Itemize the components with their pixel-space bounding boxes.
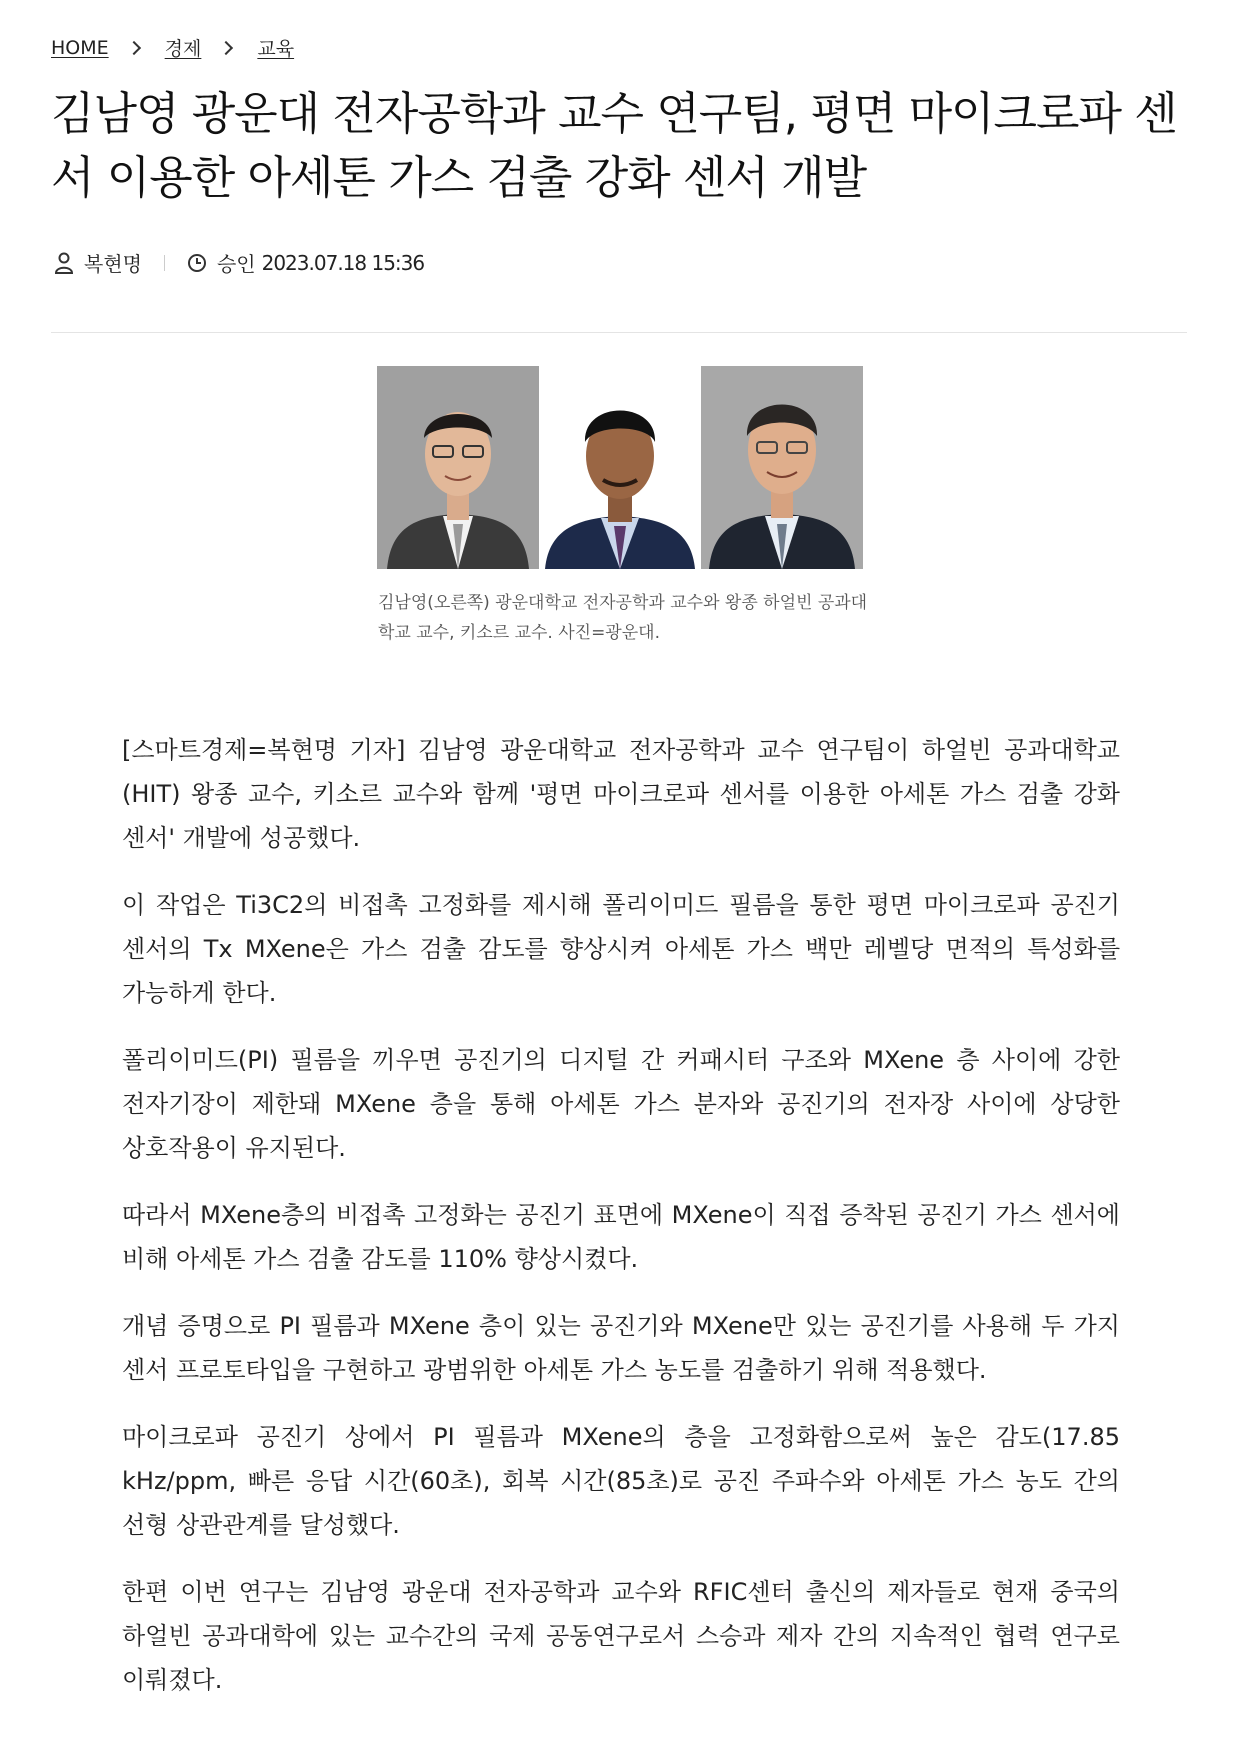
approved-label: 승인 xyxy=(216,252,256,276)
article-paragraph: 따라서 MXene층의 비접촉 고정화는 공진기 표면에 MXene이 직접 증착된 공진기 가스 센서에 비해 아세톤 가스 검출 감도를 110% 향상시켰다. xyxy=(122,1201,1120,1273)
approved-datetime: 2023.07.18 15:36 xyxy=(261,250,425,275)
meta-divider xyxy=(164,255,165,271)
article-paragraph: 개념 증명으로 PI 필름과 MXene 층이 있는 공진기와 MXene만 있는 공진기를 사용해 두 가지 센서 프로토타입을 구현하고 광범위한 아세톤 가스 농도를 검출하기 위해 적용했다. xyxy=(122,1312,1120,1384)
article-paragraph: 이 작업은 Ti3C2의 비접촉 고정화를 제시해 폴리이미드 필름을 통한 평면 마이크로파 공진기 센서의 Tx MXene은 가스 검출 감도를 향상시켜 아세톤 가스 백만 레벨당 면적의 특성화를 가능하게 한다. xyxy=(122,891,1120,1007)
photo-person-left xyxy=(377,366,539,569)
breadcrumb-subsection-link[interactable]: 교육 xyxy=(257,38,295,60)
article-paragraph: 마이크로파 공진기 상에서 PI 필름과 MXene의 층을 고정화함으로써 높은 감도(17.85 kHz/ppm, 빠른 응답 시간(60초), 회복 시간(85초)로 공진 주파수와 아세톤 가스 농도 간의 선형 상관관계를 달성했다. xyxy=(122,1423,1120,1539)
photo-caption: 김남영(오른쪽) 광운대학교 전자공학과 교수와 왕종 하얼빈 공과대학교 교수, 키소르 교수. 사진=광운대. xyxy=(378,593,868,643)
clock-icon xyxy=(187,253,207,273)
chevron-right-icon xyxy=(127,40,141,54)
article-paragraph: 한편 이번 연구는 김남영 광운대 전자공학과 교수와 RFIC센터 출신의 제자들로 현재 중국의 하얼빈 공과대학에 있는 교수간의 국제 공동연구로서 스승과 제자 간의 지속적인 협력 연구로 이뤄졌다. xyxy=(122,1578,1120,1694)
article-title: 김남영 광운대 전자공학과 교수 연구팀, 평면 마이크로파 센서 이용한 아세톤 가스 검출 강화 센서 개발 xyxy=(51,87,1177,204)
article-photo xyxy=(377,366,863,569)
article-paragraph: [스마트경제=복현명 기자] 김남영 광운대학교 전자공학과 교수 연구팀이 하얼빈 공과대학교(HIT) 왕종 교수, 키소르 교수와 함께 '평면 마이크로파 센서를 이용한 아세톤 가스 검출 강화 센서' 개발에 성공했다. xyxy=(122,736,1120,852)
header-divider xyxy=(51,332,1187,333)
photo-person-middle xyxy=(539,366,701,569)
user-icon xyxy=(54,252,74,274)
article-body xyxy=(122,728,1120,1725)
photo-person-right xyxy=(701,366,863,569)
article-meta xyxy=(54,248,424,277)
breadcrumb-section-link[interactable]: 경제 xyxy=(164,38,202,60)
author-name[interactable]: 복현명 xyxy=(84,252,142,276)
breadcrumb-home-link[interactable]: HOME xyxy=(51,36,109,59)
article-paragraph: 폴리이미드(PI) 필름을 끼우면 공진기의 디지털 간 커패시터 구조와 MXene 층 사이에 강한 전자기장이 제한돼 MXene 층을 통해 아세톤 가스 분자와 공진기의 전자장 사이에 상당한 상호작용이 유지된다. xyxy=(122,1046,1120,1162)
breadcrumb xyxy=(51,34,294,61)
chevron-right-icon xyxy=(219,40,233,54)
